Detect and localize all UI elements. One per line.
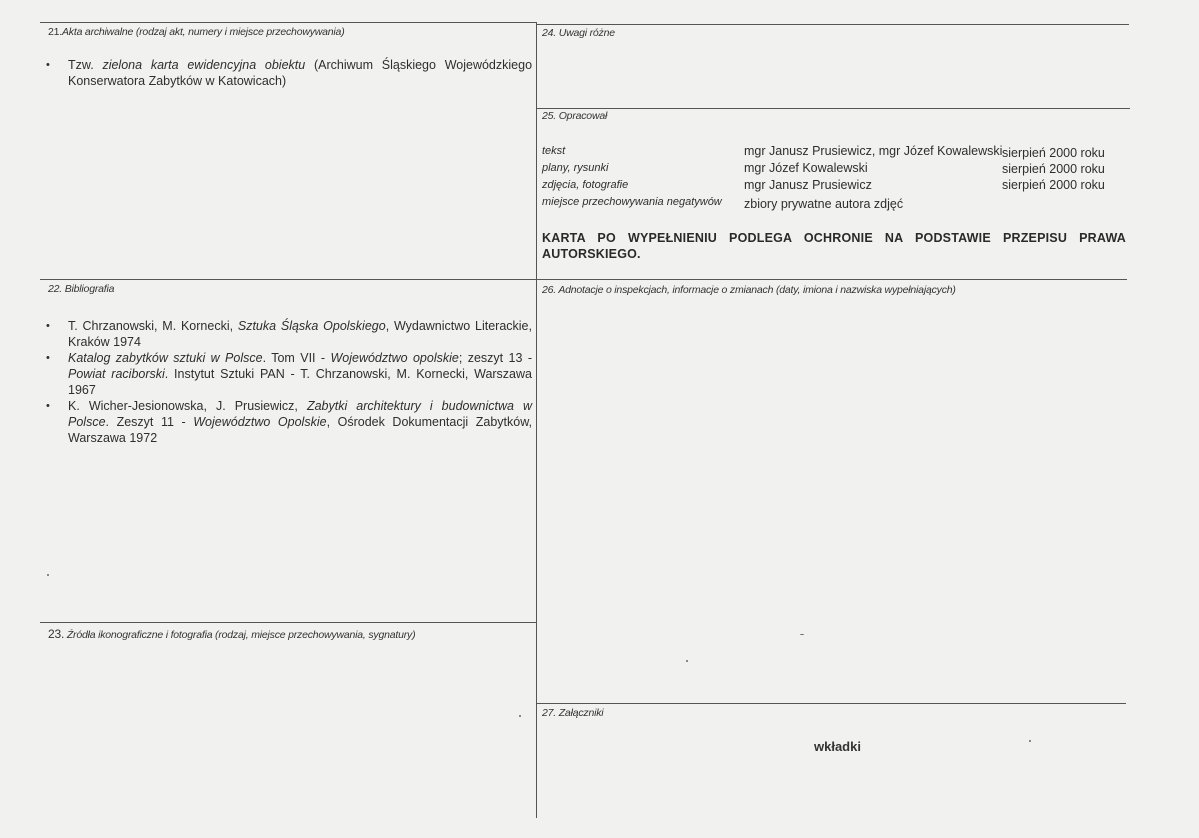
item-text-part: . Tom VII - xyxy=(262,351,331,365)
section-24-label: 24. Uwagi różne xyxy=(542,27,615,39)
credit-role: zdjęcia, fotografie xyxy=(542,179,629,191)
divider-26-27 xyxy=(536,703,1126,704)
paper-speck xyxy=(686,660,688,662)
credit-author: mgr Janusz Prusiewicz xyxy=(744,178,872,192)
item-text-part: , Ośrodek Dokumentacji Zabytków, Warszawa 1972 xyxy=(68,415,533,445)
item-text-part: , Wydawnictwo Literackie, Kraków 1974 xyxy=(68,319,532,349)
divider-row-22 xyxy=(40,279,1127,280)
section-27-label: 27. Załączniki xyxy=(542,707,604,719)
section-25-label: 25. Opracował xyxy=(542,110,608,122)
bibliography-item xyxy=(44,398,532,446)
copyright-notice: KARTA PO WYPEŁNIENIU PODLEGA OCHRONIE NA PODSTAWIE PRZEPISU PRAWA AUTORSKIEGO. xyxy=(542,231,1126,261)
divider-24-25 xyxy=(536,108,1130,109)
credit-date: sierpień 2000 roku xyxy=(1002,146,1105,160)
credit-role: miejsce przechowywania negatywów xyxy=(542,196,722,208)
attachments-value: wkładki xyxy=(814,739,861,754)
paper-speck xyxy=(1029,740,1031,742)
top-border-left xyxy=(40,22,536,23)
item-text-part: . Instytut Sztuki PAN - T. Chrzanowski, M. Kornecki, Warszawa 1967 xyxy=(68,367,532,397)
section-23-label xyxy=(48,627,415,641)
item-text-part: Powiat raciborski xyxy=(68,367,165,381)
credit-date: sierpień 2000 roku xyxy=(1002,178,1105,192)
section-21-list xyxy=(44,57,532,89)
section-21-label xyxy=(48,26,345,38)
section-21-number: 21. xyxy=(48,26,62,38)
bibliography-item xyxy=(44,57,532,89)
item-text-part: Województwo opolskie xyxy=(330,351,459,365)
paper-speck xyxy=(47,574,49,576)
item-text-part: Tzw. xyxy=(68,58,103,72)
credit-row xyxy=(542,178,1122,195)
section-21-title: Akta archiwalne (rodzaj akt, numery i miejsce przechowywania) xyxy=(62,26,345,38)
item-text-part: Sztuka Śląska Opolskiego xyxy=(237,319,386,333)
bibliography-item xyxy=(44,318,532,350)
item-text-part: (Archiwum Śląskiego Wojewódzkiego Konserwatora Zabytków w Katowicach) xyxy=(68,58,533,88)
section-23-number: 23. xyxy=(48,627,65,641)
section-25-credits xyxy=(542,144,1122,212)
credit-author: mgr Józef Kowalewski xyxy=(744,161,868,175)
column-divider xyxy=(536,22,537,818)
item-text-part: . Zeszyt 11 - xyxy=(105,415,194,429)
credit-author: zbiory prywatne autora zdjęć xyxy=(744,197,904,211)
item-text-part: K. Wicher-Jesionowska, J. Prusiewicz, xyxy=(68,399,307,413)
section-23-title: Źródła ikonograficzne i fotografia (rodzaj, miejsce przechowywania, sygnatury) xyxy=(66,629,416,641)
item-text-part: Zabytki architektury i budownictwa w Polsce xyxy=(68,399,532,429)
credit-row xyxy=(542,161,1122,178)
item-text-part: Województwo Opolskie xyxy=(193,415,327,429)
bibliography-item xyxy=(44,350,532,398)
paper-speck xyxy=(800,634,804,635)
item-text-part: zielona karta ewidencyjna obiektu xyxy=(102,58,306,72)
section-22-list xyxy=(44,318,532,446)
item-text-part: T. Chrzanowski, M. Kornecki, xyxy=(68,319,238,333)
credit-role: plany, rysunki xyxy=(542,162,609,174)
paper-speck xyxy=(519,715,521,717)
item-text-part: Katalog zabytków sztuki w Polsce xyxy=(68,351,263,365)
credit-row xyxy=(542,144,1122,161)
section-22-label: 22. Bibliografia xyxy=(48,283,115,295)
top-border-right xyxy=(536,24,1129,25)
section-26-label: 26. Adnotacje o inspekcjach, informacje o zmianach (daty, imiona i nazwiska wypełniających) xyxy=(542,284,956,296)
credit-row xyxy=(542,195,1122,212)
item-text-part: ; zeszyt 13 - xyxy=(458,351,532,365)
credit-date: sierpień 2000 roku xyxy=(1002,162,1105,176)
divider-22-23 xyxy=(40,622,536,623)
credit-author: mgr Janusz Prusiewicz, mgr Józef Kowalewski xyxy=(744,144,1003,158)
credit-role: tekst xyxy=(542,145,566,157)
